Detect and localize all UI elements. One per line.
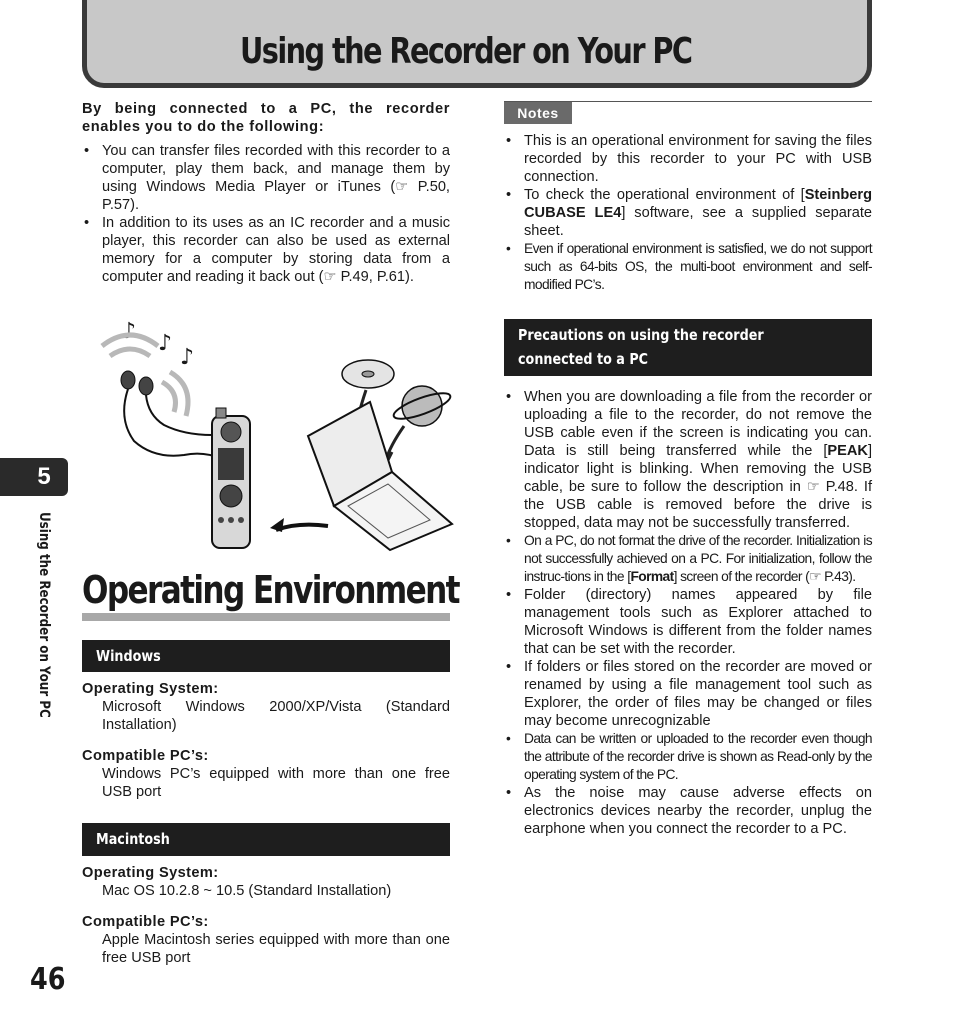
notes-item-keyword: Steinberg CUBASE LE4 <box>524 187 872 221</box>
svg-text:♪: ♪ <box>180 345 195 370</box>
page-title: Using the Recorder on Your PC <box>240 31 692 72</box>
ic-recorder-icon <box>212 408 250 548</box>
windows-pc-label: Compatible PC’s: <box>82 748 209 764</box>
recorder-pc-connection-illustration <box>100 316 455 552</box>
macintosh-os-value: Mac OS 10.2.8 ~ 10.5 (Standard Installation) <box>102 883 392 899</box>
precautions-item: • Folder (directory) names appeared by file management tools such as Explorer attached to Microsoft Windows is different from the folder names that can be set with the recorder. <box>504 586 872 658</box>
precautions-item: • Data can be written or uploaded to the recorder even though the attribute of the recorder drive is shown as Read-only by the operating system of the PC. <box>504 730 872 784</box>
precautions-item-text: On a PC, do not format the drive of the recorder. Initialization is not successfully achieved on a PC. For initialization, follow the instruc-tions in the [ <box>524 533 872 584</box>
macintosh-subheading-label: Macintosh <box>96 830 170 848</box>
precautions-item: • If folders or files stored on the recorder are moved or renamed by using a file management tool such as Explorer, the order of files may be changed or files may become unrecognizable <box>504 658 872 730</box>
windows-pc-block <box>82 747 450 801</box>
precautions-title-line: connected to a PC <box>518 350 649 368</box>
sound-waves-icon <box>102 335 188 416</box>
windows-os-block <box>82 680 450 734</box>
intro-lead: By being connected to a PC, the recorder enables you to do the following: <box>82 101 450 135</box>
intro-section <box>82 100 450 286</box>
svg-text:♪: ♪ <box>158 331 173 356</box>
windows-os-label: Operating System: <box>82 681 219 697</box>
precautions-item <box>504 532 872 586</box>
section-heading-operating-environment: Operating Environment <box>82 568 459 612</box>
notes-header <box>504 100 872 126</box>
macintosh-pc-value: Apple Macintosh series equipped with more than one free USB port <box>102 932 450 966</box>
macintosh-pc-block <box>82 913 450 967</box>
notes-list <box>504 132 872 294</box>
chapter-number: 5 <box>37 463 51 490</box>
title-banner <box>82 0 872 88</box>
section-divider <box>82 613 450 621</box>
precautions-item-text: ] indicator light is blinking. When removing the USB cable, be sure to follow the description in ☞ P.48. If the USB cable is removed before the drive is stopped, data may not be successfully transferred. <box>524 443 872 531</box>
intro-bullet: • You can transfer files recorded with this recorder to a computer, play them back, and manage them by using Windows Media Player or iTunes (☞ P.50, P.57). <box>82 142 450 214</box>
svg-text:♪: ♪ <box>122 319 137 344</box>
precautions-item-keyword: Format <box>630 569 674 584</box>
notes-item-text: To check the operational environment of [ <box>524 187 805 203</box>
macintosh-os-label: Operating System: <box>82 865 219 881</box>
cd-disc-icon <box>342 360 394 388</box>
windows-pc-value: Windows PC’s equipped with more than one free USB port <box>102 766 450 800</box>
precautions-item-keyword: PEAK <box>827 443 868 459</box>
precautions-item: • As the noise may cause adverse effects on electronics devices nearby the recorder, unplug the earphone when you connect the recorder to a PC. <box>504 784 872 838</box>
precautions-subheading <box>504 319 872 376</box>
precautions-item <box>504 388 872 532</box>
macintosh-pc-label: Compatible PC’s: <box>82 914 209 930</box>
globe-icon <box>391 386 453 426</box>
chapter-tab <box>0 458 68 496</box>
windows-subheading-label: Windows <box>96 647 161 665</box>
notes-item <box>504 186 872 240</box>
precautions-item-text: When you are downloading a file from the recorder or uploading a file to the recorder, do not remove the USB cable even if the screen is indicating you can. Data is still being transferred while the [ <box>524 389 872 459</box>
intro-bullet-list <box>82 142 450 286</box>
macintosh-subheading <box>82 823 450 856</box>
page-number: 46 <box>30 962 66 997</box>
notes-item: • Even if operational environment is satisfied, we do not support such as 64-bits OS, the multi-boot environment and self-modified PC’s. <box>504 240 872 294</box>
notes-badge: Notes <box>504 102 572 124</box>
windows-os-value: Microsoft Windows 2000/XP/Vista (Standard Installation) <box>102 699 450 733</box>
intro-bullet: • In addition to its uses as an IC recorder and a music player, this recorder can also be used as external memory for a computer by storing data from a computer and reading it back out (☞ P.49, P.61). <box>82 214 450 286</box>
precautions-title-line: Precautions on using the recorder <box>518 326 764 344</box>
earphones-icon <box>121 371 222 459</box>
chapter-side-label: Using the Recorder on Your PC <box>36 512 52 718</box>
precautions-item-text: ] screen of the recorder (☞ P.43). <box>673 569 856 584</box>
notes-section <box>504 100 872 294</box>
windows-subheading <box>82 640 450 672</box>
notes-item: • This is an operational environment for saving the files recorded by this recorder to your PC with USB connection. <box>504 132 872 186</box>
notes-item-text: ] software, see a supplied separate sheet. <box>524 205 872 239</box>
macintosh-os-block <box>82 864 450 900</box>
transfer-arrow-icon <box>270 518 328 532</box>
precautions-list <box>504 388 872 838</box>
